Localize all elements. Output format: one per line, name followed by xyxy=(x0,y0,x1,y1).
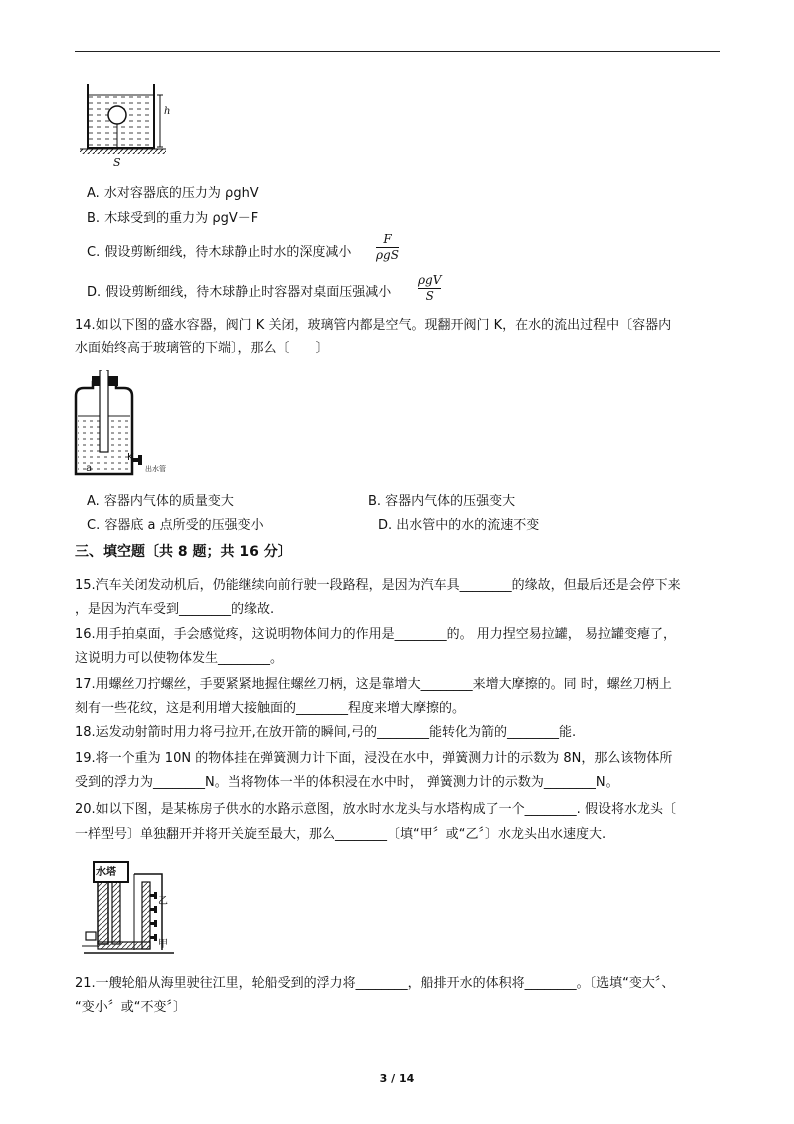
q19-line2: 受到的浮力为________N。当将物体一半的体积浸在水中时， 弹簧测力计的示数为________N。 xyxy=(75,775,619,790)
q17-line2: 刻有一些花纹，这是利用增大接触面的________程度来增大摩擦的。 xyxy=(75,701,466,716)
q14-option-a: A. 容器内气体的质量变大 xyxy=(87,494,234,509)
q14-label-k: K xyxy=(127,452,134,463)
fraction-numerator: F xyxy=(383,232,392,246)
q14-option-b: B. 容器内气体的压强变大 xyxy=(368,494,516,509)
q18-line1: 18.运发动射箭时用力将弓拉开,在放开箭的瞬间,弓的________能转化为箭的________能. xyxy=(75,725,577,740)
q21-line2: “变小〞或“不变〞〕 xyxy=(75,1000,186,1015)
q13-label-h: h xyxy=(164,106,171,117)
q13-option-c: C. 假设剪断细线，待木球静止时水的深度减小 xyxy=(87,245,352,260)
q13-option-d: D. 假设剪断细线，待木球静止时容器对桌面压强减小 xyxy=(87,285,392,300)
q13-option-a: A. 水对容器底的压力为 ρghV xyxy=(87,186,259,201)
q17-line1: 17.用螺丝刀拧螺丝，手要紧紧地握住螺丝刀柄，这是靠增大________来增大摩擦的。同 时，螺丝刀柄上 xyxy=(75,677,672,692)
q14-stem-line2: 水面始终高于玻璃管的下端〕，那么〔 〕 xyxy=(75,341,329,356)
fraction-numerator: ρgV xyxy=(418,273,442,287)
q14-stem-line1: 14.如以下图的盛水容器，阀门 K 关闭，玻璃管内都是空气。现翻开阀门 K，在水的流出过程中〔容器内 xyxy=(75,318,672,333)
q15-line1: 15.汽车关闭发动机后，仍能继续向前行驶一段路程，是因为汽车具________的缘故，但最后还是会停下来 xyxy=(75,578,681,593)
q13-option-b: B. 木球受到的重力为 ρgV－F xyxy=(87,211,259,226)
q13-option-d-fraction xyxy=(418,274,441,303)
q14-option-c: C. 容器底 a 点所受的压强变小 xyxy=(87,518,264,533)
q14-option-d: D. 出水管中的水的流速不变 xyxy=(378,518,540,533)
q20-label-tower: 水塔 xyxy=(96,867,116,878)
q15-line2: ，是因为汽车受到________的缘故. xyxy=(75,602,275,617)
q14-label-outlet: 出水管 xyxy=(145,465,166,473)
fraction-denominator: ρgS xyxy=(376,248,399,262)
q13-container-figure xyxy=(80,82,190,172)
q14-container-figure xyxy=(68,370,148,480)
section-title: 三、填空题〔共 8 题；共 16 分〕 xyxy=(75,544,292,560)
q13-option-c-fraction xyxy=(376,233,399,262)
q16-line2: 这说明力可以使物体发生________。 xyxy=(75,651,284,666)
q14-label-a: a xyxy=(86,463,93,474)
page-number: 3 / 14 xyxy=(379,1072,415,1085)
header-rule xyxy=(75,51,720,52)
fraction-denominator: S xyxy=(425,289,434,303)
q20-line2: 一样型号〕单独翻开并将开关旋至最大，那么________〔填“甲〞或“乙〞〕水龙头出水速度大. xyxy=(75,827,607,842)
q16-line1: 16.用手拍桌面，手会感觉疼，这说明物体间力的作用是________的。 用力捏空易拉罐， 易拉罐变瘪了， xyxy=(75,627,676,642)
q20-label-yi: 乙 xyxy=(158,896,168,907)
q19-line1: 19.将一个重为 10N 的物体挂在弹簧测力计下面，浸没在水中，弹簧测力计的示数为 8N，那么该物体所 xyxy=(75,751,673,766)
q13-label-s: S xyxy=(113,156,121,169)
q21-line1: 21.一艘轮船从海里驶往江里，轮船受到的浮力将________，船排开水的体积将________。〔选填“变大〞、 xyxy=(75,976,675,991)
q20-line1: 20.如以下图，是某栋房子供水的水路示意图，放水时水龙头与水塔构成了一个________. 假设将水龙头〔 xyxy=(75,802,676,817)
q20-label-jia: 甲 xyxy=(158,939,168,950)
